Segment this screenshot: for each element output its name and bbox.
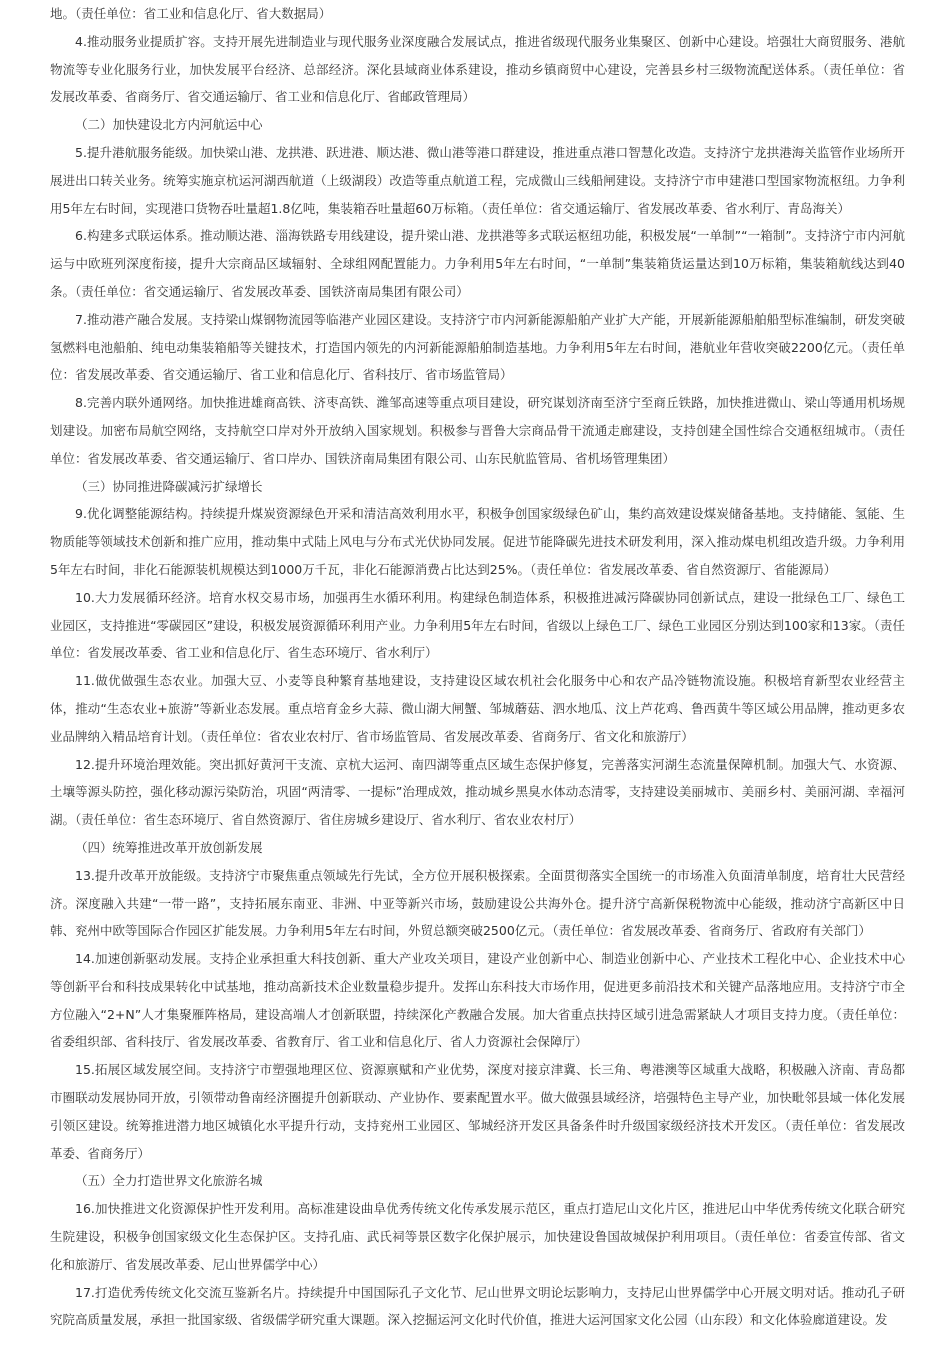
paragraph-item-8: 8.完善内联外通网络。加快推进雄商高铁、济枣高铁、潍邹高速等重点项目建设，研究谋划济南至济宁至商丘铁路，加快推进微山、梁山等通用机场规划建设。加密布局航空网络，支持航空口岸对外开放纳入国家规划。积极参与晋鲁大宗商品骨干流通走廊建设，支持创建全国性综合交通枢纽城市。（责任单位：省发展改革委、省交通运输厅、省口岸办、国铁济南局集团有限公司、山东民航监管局、省机场管理集团）: [50, 395, 905, 466]
paragraph-item-12: 12.提升环境治理效能。突出抓好黄河干支流、京杭大运河、南四湖等重点区域生态保护修复，完善落实河湖生态流量保障机制。加强大气、水资源、土壤等源头防控，强化移动源污染防治，巩固“两清零、一提标”治理成效，推动城乡黑臭水体动态清零，支持建设美丽城市、美丽乡村、美丽河湖、幸福河湖。（责任单位：省生态环境厅、省自然资源厅、省住房城乡建设厅、省水利厅、省农业农村厅）: [50, 756, 905, 828]
paragraph-continuation: 地。（责任单位：省工业和信息化厅、省大数据局）: [50, 6, 332, 21]
paragraph-item-7: 7.推动港产融合发展。支持梁山煤钢物流园等临港产业园区建设。支持济宁市内河新能源船舶产业扩大产能，开展新能源船舶船型标准编制，研发突破氢燃料电池船舶、纯电动集装箱船等关键技术，打造国内领先的内河新能源船舶制造基地。力争利用5年左右时间，港航业年营收突破2200亿元。（责任单位：省发展改革委、省交通运输厅、省工业和信息化厅、省科技厅、省市场监管局）: [50, 311, 905, 383]
paragraph-item-17: 17.打造优秀传统文化交流互鉴新名片。持续提升中国国际孔子文化节、尼山世界文明论坛影响力，支持尼山世界儒学中心开展文明对话。推动孔子研究院高质量发展，承担一批国家级、省级儒学研究重大课题。深入挖掘运河文化时代价值，推进大运河国家文化公园（山东段）和文化体验廊道建设。发: [50, 1284, 905, 1328]
section-heading-2: （二）加快建设北方内河航运中心: [75, 117, 263, 133]
paragraph-item-10: 10.大力发展循环经济。培育水权交易市场，加强再生水循环利用。构建绿色制造体系，积极推进减污降碳协同创新试点，建设一批绿色工厂、绿色工业园区，支持推进“零碳园区”建设，积极发展资源循环利用产业。力争利用5年左右时间，省级以上绿色工厂、绿色工业园区分别达到100家和13家。（责任单位：省发展改革委、省工业和信息化厅、省生态环境厅、省水利厅）: [50, 589, 905, 661]
paragraph-item-14: 14.加速创新驱动发展。支持企业承担重大科技创新、重大产业攻关项目，建设产业创新中心、制造业创新中心、产业技术工程化中心、企业技术中心等创新平台和科技成果转化中试基地，推动高新技术企业数量稳步提升。发挥山东科技大市场作用，促进更多前沿技术和关键产品落地应用。支持济宁市全方位融入“2+N”人才集聚雁阵格局，建设高端人才创新联盟，持续深化产教融合发展。加大省重点扶持区域引进急需紧缺人才项目支持力度。（责任单位：省委组织部、省科技厅、省发展改革委、省教育厅、省工业和信息化厅、省人力资源社会保障厅）: [50, 951, 905, 1050]
paragraph-item-4: 4.推动服务业提质扩容。支持开展先进制造业与现代服务业深度融合发展试点，推进省级现代服务业集聚区、创新中心建设。培强壮大商贸服务、港航物流等专业化服务行业，加快发展平台经济、总部经济。深化县域商业体系建设，推动乡镇商贸中心建设，完善县乡村三级物流配送体系。（责任单位：省发展改革委、省商务厅、省交通运输厅、省工业和信息化厅、省邮政管理局）: [50, 33, 905, 105]
paragraph-item-9: 9.优化调整能源结构。持续提升煤炭资源绿色开采和清洁高效利用水平，积极争创国家级绿色矿山，集约高效建设煤炭储备基地。支持储能、氢能、生物质能等领域技术创新和推广应用，推动集中式陆上风电与分布式光伏协同发展。促进节能降碳先进技术研发利用，深入推动煤电机组改造升级。力争利用5年左右时间，非化石能源装机规模达到1000万千瓦，非化石能源消费占比达到25%。（责任单位：省发展改革委、省自然资源厅、省能源局）: [50, 506, 905, 577]
paragraph-item-16: 16.加快推进文化资源保护性开发利用。高标准建设曲阜优秀传统文化传承发展示范区，重点打造尼山文化片区，推进尼山中华优秀传统文化联合研究生院建设，积极争创国家级文化生态保护区。支持孔庙、武氏祠等景区数字化保护展示，加快建设鲁国故城保护利用项目。（责任单位：省委宣传部、省文化和旅游厅、省发展改革委、尼山世界儒学中心）: [50, 1201, 905, 1272]
document-body: [50, 0, 905, 1334]
paragraph-item-13: 13.提升改革开放能级。支持济宁市聚焦重点领域先行先试，全方位开展积极探索。全面贯彻落实全国统一的市场准入负面清单制度，培育壮大民营经济。深度融入共建“一带一路”，支持拓展东南亚、非洲、中亚等新兴市场，鼓励建设公共海外仓。提升济宁高新保税物流中心能级，推动济宁高新区中日韩、兖州中欧等国际合作园区扩能发展。力争利用5年左右时间，外贸总额突破2500亿元。（责任单位：省发展改革委、省商务厅、省政府有关部门）: [50, 867, 905, 939]
paragraph-item-15: 15.拓展区域发展空间。支持济宁市塑强地理区位、资源禀赋和产业优势，深度对接京津冀、长三角、粤港澳等区域重大战略，积极融入济南、青岛都市圈联动发展协同开放，引领带动鲁南经济圈提升创新联动、产业协作、要素配置水平。做大做强县域经济，培强特色主导产业，加快毗邻县域一体化发展引领区建设。统筹推进潜力地区城镇化水平提升行动，支持兖州工业园区、邹城经济开发区具备条件时升级国家级经济技术开发区。（责任单位：省发展改革委、省商务厅）: [50, 1062, 905, 1161]
paragraph-item-5: 5.提升港航服务能级。加快梁山港、龙拱港、跃进港、顺达港、微山港等港口群建设，推进重点港口智慧化改造。支持济宁龙拱港海关监管作业场所开展进出口转关业务。统筹实施京杭运河湖西航道（上级湖段）改造等重点航道工程，完成微山三线船闸建设。支持济宁市申建港口型国家物流枢纽。力争利用5年左右时间，实现港口货物吞吐量超1.8亿吨，集装箱吞吐量超60万标箱。（责任单位：省交通运输厅、省发展改革委、省水利厅、青岛海关）: [50, 144, 905, 216]
section-heading-5: （五）全力打造世界文化旅游名城: [75, 1173, 263, 1189]
paragraph-item-6: 6.构建多式联运体系。推动顺达港、淄海铁路专用线建设，提升梁山港、龙拱港等多式联运枢纽功能，积极发展“一单制”“一箱制”。支持济宁市内河航运与中欧班列深度衔接，提升大宗商品区域辐射、全球组网配置能力。力争利用5年左右时间，“一单制”集装箱货运量达到10万标箱，集装箱航线达到40条。（责任单位：省交通运输厅、省发展改革委、国铁济南局集团有限公司）: [50, 228, 905, 299]
section-heading-3: （三）协同推进降碳减污扩绿增长: [75, 478, 263, 494]
section-heading-4: （四）统筹推进改革开放创新发展: [75, 839, 263, 855]
paragraph-item-11: 11.做优做强生态农业。加强大豆、小麦等良种繁育基地建设，支持建设区域农机社会化服务中心和农产品冷链物流设施。积极培育新型农业经营主体，推动“生态农业+旅游”等新业态发展。重点培育金乡大蒜、微山湖大闸蟹、邹城蘑菇、泗水地瓜、汶上芦花鸡、鲁西黄牛等区域公用品牌，推动更多农业品牌纳入精品培育计划。（责任单位：省农业农村厅、省市场监管局、省发展改革委、省商务厅、省文化和旅游厅）: [50, 673, 905, 744]
